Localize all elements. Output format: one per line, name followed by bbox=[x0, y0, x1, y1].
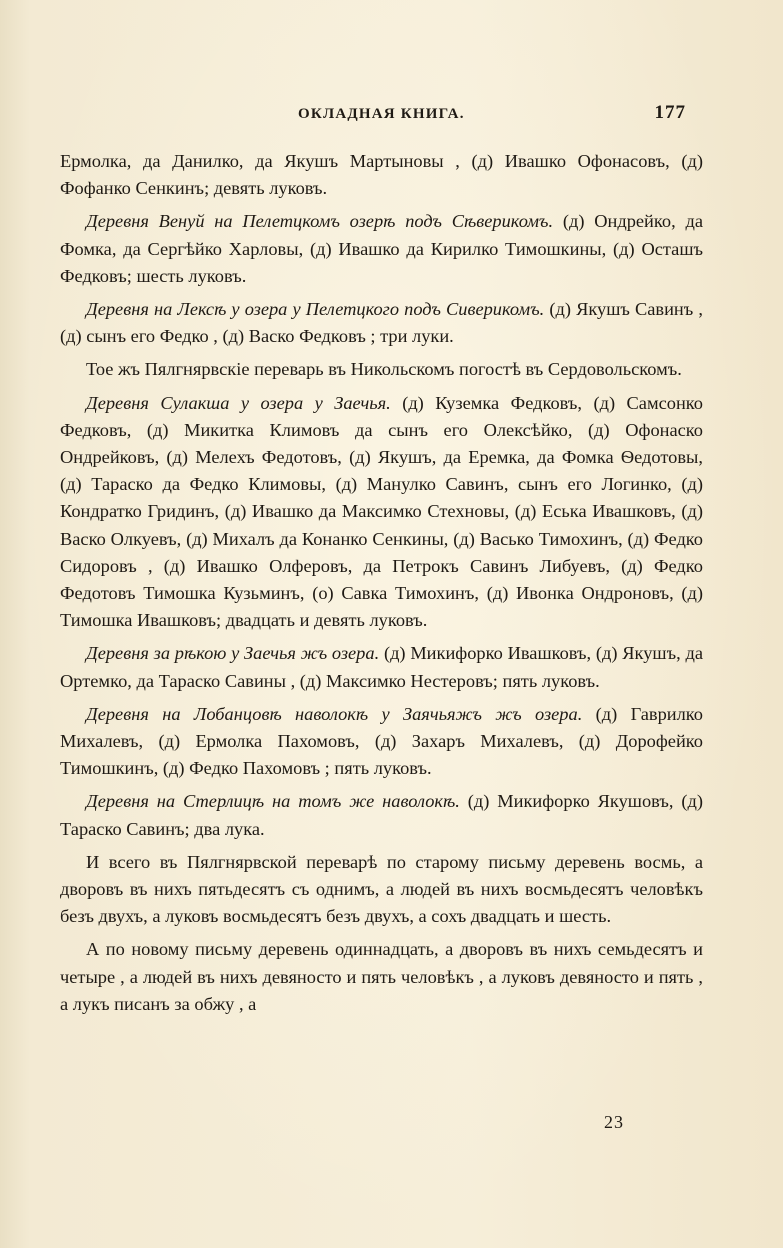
place-name: Деревня на Лексѣ у озера у Пелетцкого подъ Сиверикомъ. bbox=[86, 299, 545, 320]
paragraph-text: Ермолка, да Данилко, да Якушъ Мартыновы , (д) Ивашко Офонасовъ, (д) Фофанко Сенкинъ; девять луковъ. bbox=[60, 151, 703, 199]
paragraph bbox=[60, 208, 703, 290]
place-name: Деревня на Стерлицѣ на томъ же наволокѣ. bbox=[86, 791, 460, 812]
paragraph bbox=[60, 936, 703, 1018]
paragraph bbox=[60, 356, 703, 383]
paragraph-text: (д) Якушъ Савинъ , (д) сынъ его Федко , (д) Васко Федковъ ; три луки. bbox=[60, 299, 703, 347]
running-title: ОКЛАДНАЯ КНИГА. bbox=[298, 106, 465, 122]
paragraph bbox=[60, 701, 703, 783]
paragraph-text: И всего въ Пялгнярвской переварѣ по старому письму деревень восмь, а дворовъ въ нихъ пятьдесятъ съ однимъ, а людей въ нихъ восмьдесятъ человѣкъ безъ двухъ, а луковъ восмьдесятъ безъ двухъ, а сохъ двадцать и шесть. bbox=[60, 851, 703, 927]
paragraph bbox=[60, 788, 703, 842]
paragraph-text: (д) Ондрейко, да Фомка, да Сергѣйко Харловы, (д) Ивашко да Кирилко Тимошкины, (д) Осташъ Федковъ; шесть луковъ. bbox=[60, 211, 703, 286]
place-name: Деревня Венуй на Пелетцкомъ озерѣ подъ Сѣверикомъ. bbox=[86, 211, 554, 232]
paragraph bbox=[60, 849, 703, 931]
paragraph-text: Тое жъ Пялгнярвскіе переварь въ Никольскомъ погостѣ въ Сердовольскомъ. bbox=[86, 359, 682, 380]
paragraph-text: А по новому письму деревень одиннадцать, а дворовъ въ нихъ семьдесятъ и четыре , а людей въ нихъ девяносто и пять человѣкъ , а луковъ девяносто и пять , а лукъ писанъ за обжу , а bbox=[60, 939, 703, 1014]
page-number: 177 bbox=[654, 102, 686, 123]
paragraph-text: (д) Микифорко Якушовъ, (д) Тараско Савинъ; два лука. bbox=[60, 791, 704, 839]
paragraph-text: (д) Куземка Федковъ, (д) Самсонко Федковъ, (д) Микитка Климовъ да сынъ его Олексѣйко, (д) Офонаско Ондрейковъ, (д) Мелехъ Федотовъ, (д) Якушъ, да Еремка, да Фомка Ѳедотовы, (д) Тараско да Федко Климовы, (д) Манулко Савинъ, сынъ его Логинко, (д) Кондратко Гридинъ, (д) Ивашко да Максимко Стехновы, (д) Еська Ивашковъ, (д) Васко Олкуевъ, (д) Михалъ да Конанко Сенкины, (д) Васько Тимохинъ, (д) Федко Сидоровъ , (д) Ивашко Олферовъ, да Петрокъ Савинъ Либуевъ, (д) Федко Федотовъ Тимошка Кузьминъ, (о) Савка Тимохинъ, (д) Ивонка Ондроновъ, (д) Тимошка Ивашковъ; двадцать и девять луковъ. bbox=[60, 392, 703, 631]
paragraph bbox=[60, 640, 703, 694]
paragraph-text: (д) Микифорко Ивашковъ, (д) Якушъ, да Ортемко, да Тараско Савины , (д) Максимко Нестеровъ; пять луковъ. bbox=[60, 643, 703, 691]
place-name: Деревня на Лобанцовѣ наволокѣ у Заячьяжъ жъ озера. bbox=[86, 703, 583, 724]
body-text bbox=[60, 148, 703, 1024]
paragraph bbox=[60, 148, 703, 202]
page-header bbox=[298, 104, 686, 130]
paragraph bbox=[60, 390, 703, 635]
paragraph-text: (д) Гаврилко Михалевъ, (д) Ермолка Пахомовъ, (д) Захаръ Михалевъ, (д) Дорофейко Тимошкинъ, (д) Федко Пахомовъ ; пять луковъ. bbox=[60, 703, 704, 779]
paragraph bbox=[60, 296, 703, 350]
signature-mark: 23 bbox=[604, 1112, 624, 1132]
place-name: Деревня Сулакша у озера у Заечья. bbox=[86, 392, 391, 413]
place-name: Деревня за рѣкою у Заечья жъ озера. bbox=[86, 643, 380, 664]
